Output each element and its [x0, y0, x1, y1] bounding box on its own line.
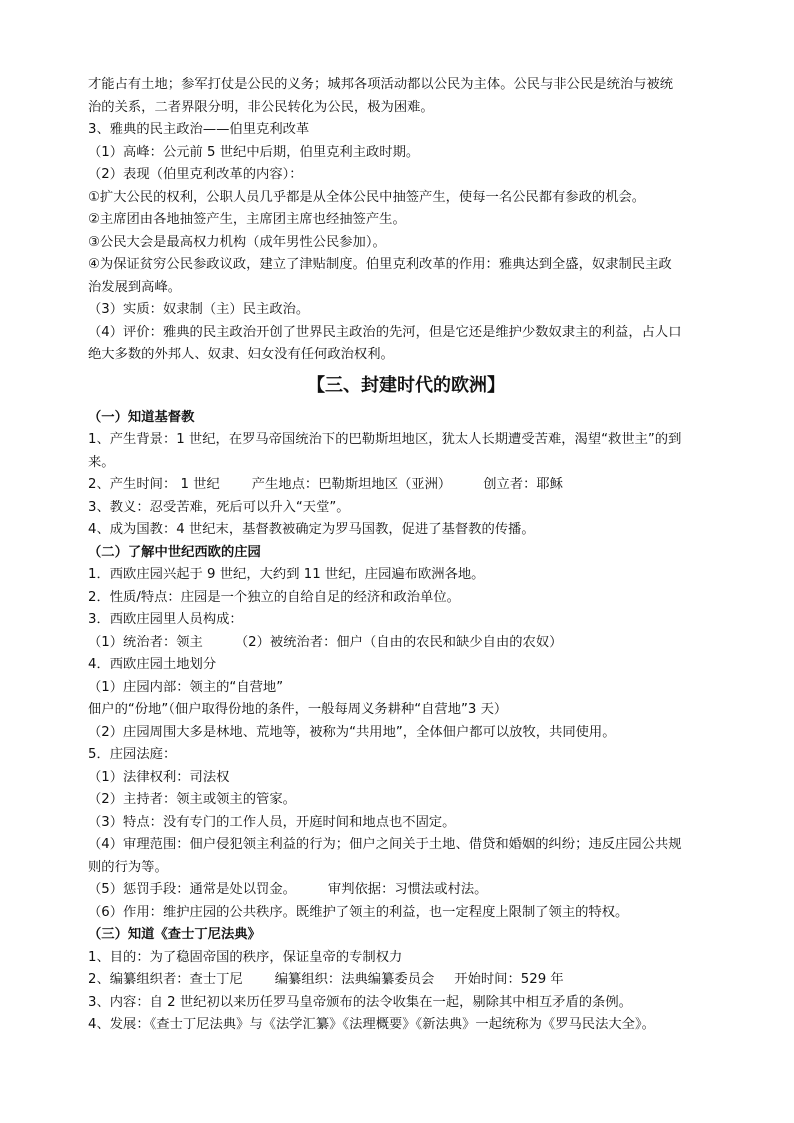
subsection-heading: （一）知道基督教 — [88, 409, 195, 425]
text-line: （2）庄园周围大多是林地、荒地等，被称为“共用地”，全体佃户都可以放牧，共同使用。 — [88, 724, 616, 740]
text-line: 4、成为国教：4 世纪末，基督教被确定为罗马国教，促进了基督教的传播。 — [88, 522, 535, 537]
text-line: 来。 — [88, 454, 115, 470]
text-line: ③公民大会是最高权力机构（成年男性公民参加）。 — [88, 234, 386, 250]
text-segment: 开始时间：529 年 — [454, 972, 564, 987]
text-line: 1、产生背景：1 世纪，在罗马帝国统治下的巴勒斯坦地区，犹太人长期遭受苦难，渴望“救世主”的到 — [88, 432, 682, 447]
text-segment: 2、编纂组织者：查士丁尼 — [88, 972, 243, 987]
text-line: 3、教义：忍受苦难，死后可以升入“天堂”。 — [88, 499, 350, 515]
text-line — [88, 969, 724, 992]
text-segment: 2、产生时间： 1 世纪 — [88, 477, 220, 492]
text-line: ①扩大公民的权利，公职人员几乎都是从全体公民中抽签产生，使每一名公民都有参政的机会。 — [88, 189, 646, 205]
text-line: （1）庄园内部：领主的“自营地” — [88, 679, 284, 695]
text-line: 3、内容：自 2 世纪初以来历任罗马皇帝颁布的法令收集在一起，剔除其中相互矛盾的条例。 — [88, 994, 632, 1010]
text-line: 4、发展：《查士丁尼法典》与《法学汇纂》《法理概要》《新法典》一起统称为《罗马民法大全》。 — [88, 1017, 655, 1032]
text-line: 3、雅典的民主政治——伯里克利改革 — [88, 122, 310, 137]
text-line: （4）评价：雅典的民主政治开创了世界民主政治的先河，但是它还是维护少数奴隶主的利益，占人口 — [88, 324, 682, 340]
text-line: （2）表现（伯里克利改革的内容）： — [88, 167, 303, 182]
text-line: 3．西欧庄园里人员构成： — [88, 612, 243, 627]
text-line: ②主席团由各地抽签产生，主席团主席也经抽签产生。 — [88, 212, 406, 227]
text-line: 2．性质/特点：庄园是一个独立的自给自足的经济和政治单位。 — [88, 589, 460, 605]
text-line: （3）实质：奴隶制（主）民主政治。 — [88, 302, 310, 317]
subsection-heading: （二）了解中世纪西欧的庄园 — [88, 544, 261, 560]
subsection-heading: （三）知道《查士丁尼法典》 — [88, 927, 261, 942]
section-title: 【三、封建时代的欧洲】 — [307, 374, 505, 396]
text-line: 4．西欧庄园土地划分 — [88, 657, 217, 672]
text-segment: 编纂组织：法典编纂委员会 — [274, 972, 435, 987]
text-segment: 审判依据：习惯法或村法。 — [327, 882, 488, 897]
text-line: 5．庄园法庭： — [88, 747, 177, 762]
text-line: （3）特点：没有专门的工作人员，开庭时间和地点也不固定。 — [88, 814, 456, 830]
text-segment: （5）惩罚手段：通常是处以罚金。 — [88, 882, 296, 897]
text-line — [88, 879, 724, 902]
text-segment: 产生地点：巴勒斯坦地区（亚洲） — [251, 477, 452, 492]
text-line — [88, 632, 724, 655]
text-line: 佃户的“份地”（佃户取得份地的条件，一般每周义务耕种“自营地”3 天） — [88, 702, 508, 717]
text-line: ④为保证贫穷公民参政议政，建立了津贴制度。伯里克利改革的作用：雅典达到全盛，奴隶制民主政 — [88, 257, 672, 272]
text-segment: （1）统治者：领主 — [88, 634, 203, 650]
text-line: （6）作用：维护庄园的公共秩序。既维护了领主的利益，也一定程度上限制了领主的特权。 — [88, 904, 629, 920]
text-line: 1．西欧庄园兴起于 9 世纪，大约到 11 世纪，庄园遍布欧洲各地。 — [88, 567, 485, 582]
text-line: （1）高峰：公元前 5 世纪中后期，伯里克利主政时期。 — [88, 144, 420, 160]
text-line — [88, 474, 724, 497]
text-line: 治的关系，二者界限分明，非公民转化为公民，极为困难。 — [88, 99, 434, 115]
text-segment: 创立者：耶稣 — [483, 477, 563, 492]
text-segment: （2）被统治者：佃户（自由的农民和缺少自由的农奴） — [234, 634, 563, 650]
text-line: （1）法律权利：司法权 — [88, 769, 230, 785]
text-line: 1、目的：为了稳固帝国的秩序，保证皇帝的专制权力 — [88, 949, 403, 965]
text-line: 治发展到高峰。 — [88, 279, 182, 295]
text-line: （2）主持者：领主或领主的管家。 — [88, 792, 296, 807]
text-line: 才能占有土地；参军打仗是公民的义务；城邦各项活动都以公民为主体。公民与非公民是统治与被统 — [88, 77, 674, 92]
text-line: 绝大多数的外邦人、奴隶、妇女没有任何政治权利。 — [88, 347, 394, 362]
text-line: （4）审理范围：佃户侵犯领主利益的行为；佃户之间关于土地、借贷和婚姻的纠纷；违反庄园公共规 — [88, 837, 682, 852]
text-line: 则的行为等。 — [88, 859, 168, 875]
